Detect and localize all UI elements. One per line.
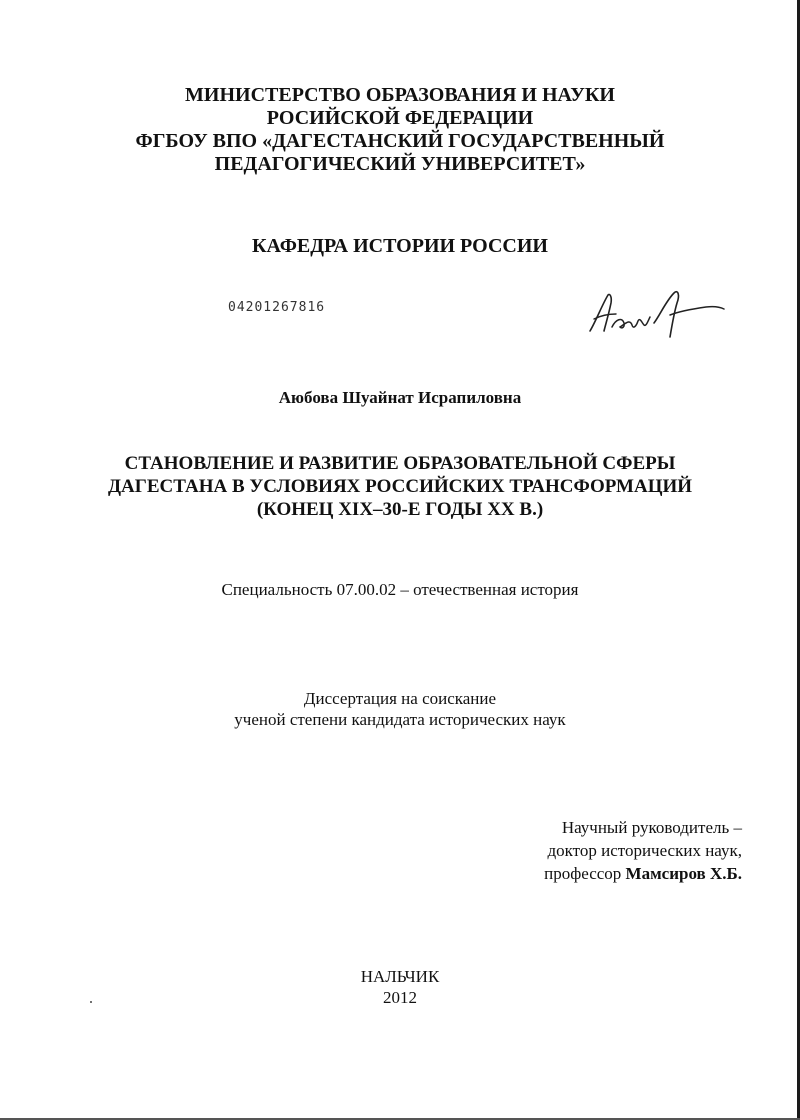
supervisor-rank: профессор xyxy=(544,864,626,883)
supervisor-block xyxy=(544,816,742,885)
year: 2012 xyxy=(383,988,417,1007)
header-line: МИНИСТЕРСТВО ОБРАЗОВАНИЯ И НАУКИ xyxy=(185,84,615,106)
city: НАЛЬЧИК xyxy=(360,967,440,986)
supervisor-role: Научный руководитель – xyxy=(561,818,742,837)
specialty: Специальность 07.00.02 – отечественная история xyxy=(221,580,579,599)
supervisor-degree: доктор исторических наук, xyxy=(547,841,742,860)
supervisor-name: Мамсиров Х.Б. xyxy=(625,864,742,883)
degree-line: ученой степени кандидата исторических наук xyxy=(234,710,566,729)
place-and-year xyxy=(0,966,800,1008)
header-line: ФГБОУ ВПО «ДАГЕСТАНСКИЙ ГОСУДАРСТВЕННЫЙ xyxy=(135,130,665,152)
author-name: Аюбова Шуайнат Исрапиловна xyxy=(278,388,522,407)
header-line: РОСИЙСКОЙ ФЕДЕРАЦИИ xyxy=(266,107,534,129)
degree-line: Диссертация на соискание xyxy=(303,689,497,708)
supervisor-title-line xyxy=(544,862,742,885)
degree-statement xyxy=(0,688,800,730)
header-line: ПЕДАГОГИЧЕСКИЙ УНИВЕРСИТЕТ» xyxy=(214,153,586,175)
registration-number: 04201267816 xyxy=(228,300,326,315)
scan-speck xyxy=(90,1001,92,1003)
department-name: КАФЕДРА ИСТОРИИ РОССИИ xyxy=(252,235,548,257)
title-line: (КОНЕЦ XIX–30-Е ГОДЫ XX В.) xyxy=(256,499,544,520)
handwritten-signature xyxy=(582,283,732,343)
title-line: СТАНОВЛЕНИЕ И РАЗВИТИЕ ОБРАЗОВАТЕЛЬНОЙ СФЕРЫ xyxy=(124,453,676,474)
title-line: ДАГЕСТАНА В УСЛОВИЯХ РОССИЙСКИХ ТРАНСФОРМАЦИЙ xyxy=(107,476,693,497)
ministry-header xyxy=(0,84,800,176)
dissertation-title xyxy=(0,452,800,521)
